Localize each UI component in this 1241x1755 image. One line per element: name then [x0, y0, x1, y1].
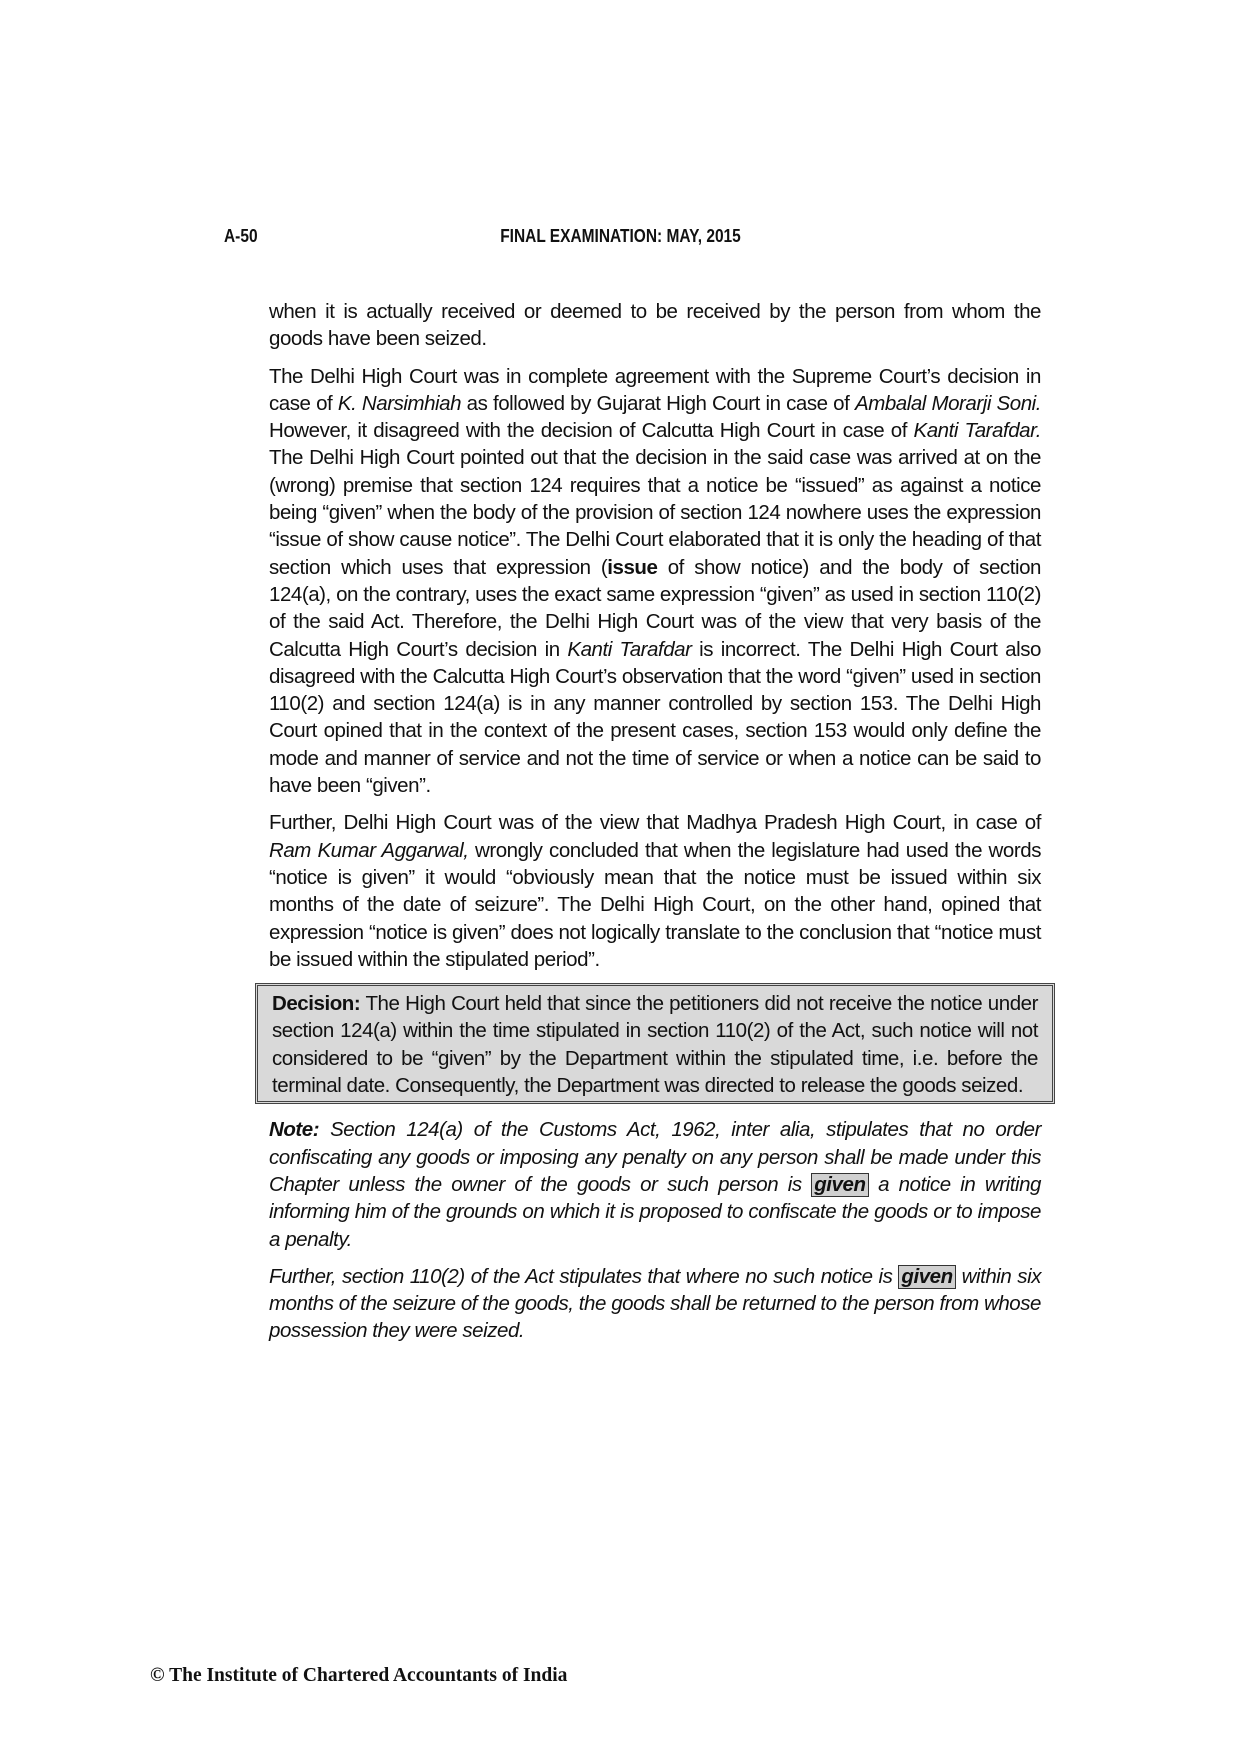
decision-label: Decision:: [272, 992, 361, 1016]
note-paragraph-2: [269, 1263, 1041, 1345]
paragraph-madhya-pradesh: [269, 809, 1041, 973]
text-run: of show notice) and the body of section 124(a), on the contrary, uses the exact same expression “given” as used in section 110(2) of the said Act. Therefore, the Delhi High Court was of the view that very basis of the Calcutta High Court’s decision in: [269, 555, 1041, 661]
note-paragraph: [269, 1116, 1041, 1252]
text-run: Further, Delhi High Court was of the view that Madhya Pradesh High Court, in case of: [269, 811, 1041, 835]
text-run: Further, section 110(2) of the Act stipulates that where no such notice is: [269, 1264, 899, 1288]
page-number: A-50: [224, 226, 258, 246]
case-name: Ambalal Morarji Soni.: [854, 391, 1041, 415]
case-name: Kanti Tarafdar: [567, 637, 692, 661]
footer-copyright: © The Institute of Chartered Accountants of India: [150, 1665, 568, 1686]
page-body: [269, 298, 1041, 1355]
case-name: K. Narsimhiah: [337, 391, 462, 415]
text-run: The Delhi High Court pointed out that the decision in the said case was arrived at on the (wrong) premise that section 124 requires that a notice be “issued” as against a notice being “given” when the body of the provision of section 124 nowhere uses the expression “issue of show cause notice”. The Delhi Court elaborated that it is only the heading of that section which uses that expression (: [269, 446, 1041, 579]
case-name: Ram Kumar Aggarwal,: [269, 838, 469, 862]
paragraph-continuation: when it is actually received or deemed to be received by the person from whom the goods have been seized.: [269, 300, 1041, 351]
paragraph-delhi-high-court: [269, 363, 1041, 800]
text-run: within six months of the seizure of the goods, the goods shall be returned to the person from whose possession they were seized.: [269, 1264, 1041, 1343]
text-run: as followed by Gujarat High Court in case of: [461, 391, 855, 415]
running-header-title: FINAL EXAMINATION: MAY, 2015: [500, 226, 741, 246]
decision-paragraph: [272, 990, 1038, 1099]
note-label: Note:: [269, 1118, 320, 1142]
text-run: is incorrect. The Delhi High Court also disagreed with the Calcutta High Court’s observation that the word “given” used in section 110(2) and section 124(a) is in any manner controlled by section 153. The Delhi High Court opined that in the context of the present cases, section 153 would only define the mode and manner of service and not the time of service or when a notice can be said to have been “given”.: [269, 637, 1041, 798]
decision-text: The High Court held that since the petitioners did not receive the notice under section 124(a) within the time stipulated in section 110(2) of the Act, such notice will not considered to be “given” by the Department within the stipulated time, i.e. before the terminal date. Consequently, the Department was directed to release the goods seized.: [272, 992, 1038, 1098]
text-run: wrongly concluded that when the legislature had used the words “notice is given” it would “obviously mean that the notice must be issued within six months of the date of seizure”. The Delhi High Court, on the other hand, opined that expression “notice is given” does not logically translate to the conclusion that “notice must be issued within the stipulated period”.: [269, 838, 1041, 971]
bold-term: issue: [607, 555, 658, 579]
given-highlight: given: [811, 1173, 868, 1197]
case-name: Kanti Tarafdar.: [913, 419, 1041, 443]
text-run: Section 124(a) of the Customs Act, 1962, inter alia, stipulates that no order confiscating any goods or imposing any penalty on any person shall be made under this Chapter unless the owner of the goods or such person is: [269, 1118, 1041, 1196]
text-run: a notice in writing informing him of the grounds on which it is proposed to confiscate the goods or to impose a penalty.: [269, 1172, 1041, 1251]
text-run: The Delhi High Court was in complete agreement with the Supreme Court’s decision in case of: [269, 364, 1041, 415]
decision-box: [255, 983, 1055, 1104]
given-highlight: given: [898, 1265, 955, 1289]
text-run: However, it disagreed with the decision of Calcutta High Court in case of: [269, 419, 914, 443]
